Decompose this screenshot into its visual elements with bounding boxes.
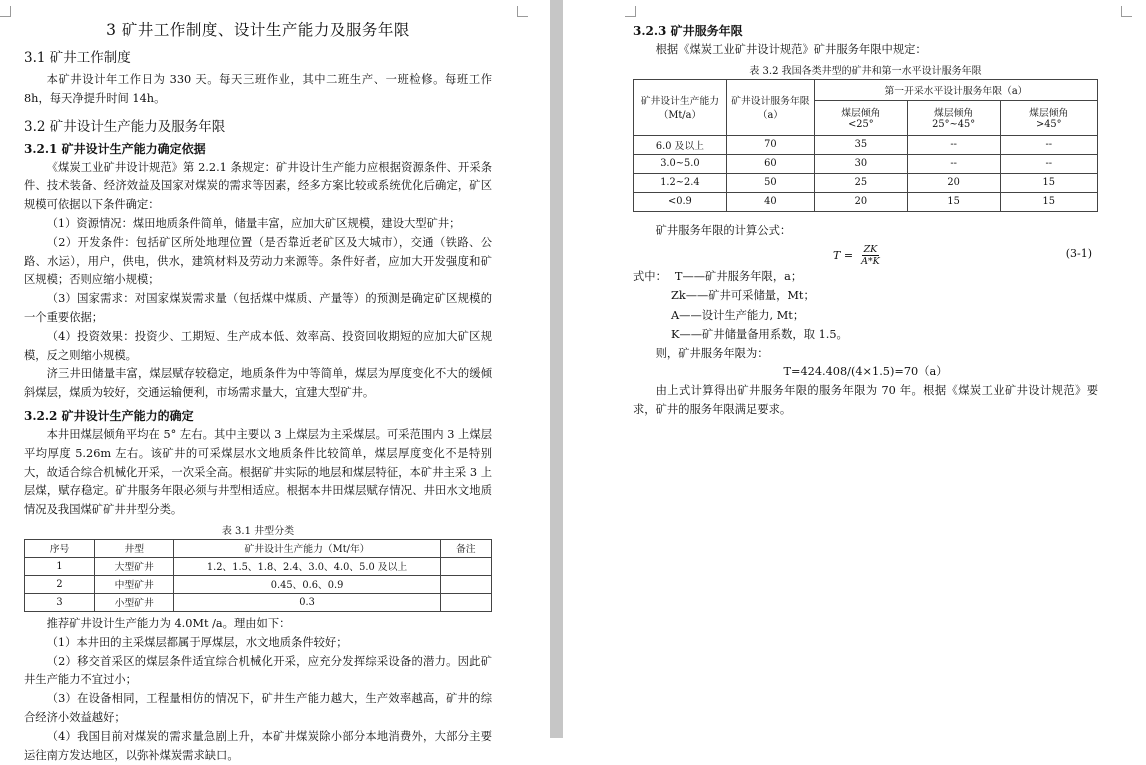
table-cell: 15 xyxy=(907,192,1000,211)
formula-denominator: A*K xyxy=(861,255,880,267)
table-row xyxy=(25,557,492,575)
table-row xyxy=(634,135,1098,154)
equation-number: (3-1) xyxy=(1065,246,1092,260)
table-cell: 15 xyxy=(1000,192,1097,211)
service-life-formula xyxy=(833,244,882,267)
result-equation: T=424.408/(4×1.5)=70（a） xyxy=(783,365,948,379)
document-page-right xyxy=(563,0,1146,738)
table-row xyxy=(634,154,1098,173)
paragraph: 矿井服务年限的计算公式： xyxy=(655,223,792,237)
table-cell: -- xyxy=(907,154,1000,173)
table-cell: 1 xyxy=(25,557,95,575)
subsection-heading: 3.2.3 矿井服务年限 xyxy=(633,24,743,38)
table-cell: 15 xyxy=(1000,173,1097,192)
table-cell: -- xyxy=(1000,135,1097,154)
table-row xyxy=(634,192,1098,211)
table-cell: -- xyxy=(1000,154,1097,173)
page-gap xyxy=(550,0,563,738)
dip-range: <25° xyxy=(848,119,874,131)
table-cell: 0.3 xyxy=(174,593,440,611)
definition-line: Zk——矿井可采储量，Mt； xyxy=(671,289,815,303)
table-header-cell: 矿井设计生产能力（Mt/年） xyxy=(174,539,440,557)
paragraph: （2）开发条件：包括矿区所处地理位置（是否靠近老矿区及大城市），交通（铁路、公路、水运），用户，供电，供水，建筑材料及劳动力来源等。条件好者，应加大开发强度和矿区规模；否则应缩小规模； xyxy=(24,235,492,287)
margin-corner-mark xyxy=(1121,6,1132,17)
table-cell: 1.2、1.5、1.8、2.4、3.0、4.0、5.0 及以上 xyxy=(174,557,440,575)
table-cell: 35 xyxy=(814,135,907,154)
paragraph: 本井田煤层倾角平均在 5° 左右。其中主要以 3 上煤层为主采煤层。可采范围内 3 上煤层平均厚度 5.26m 左右。该矿井的可采煤层水文地质条件比较简单，煤层厚度变化不是特别大，故适合综合机械化开采，一次采全高。根据矿井实际的地层和煤层特征，本矿井主采 3 上层煤，赋存稳定。矿井服务年限必须与井型相适应。根据本井田煤层赋存情况、井田水文地质情况及我国煤矿矿井井型分类。 xyxy=(24,427,492,517)
table-cell: 6.0 及以上 xyxy=(634,135,727,154)
table-header-cell: 序号 xyxy=(25,539,95,557)
table-cell: 中型矿井 xyxy=(95,575,174,593)
paragraph: 《煤炭工业矿井设计规范》第 2.2.1 条规定：矿井设计生产能力应根据资源条件、开采条件、技术装备、经济效益及国家对煤炭的需求等因素，经多方案比较或系统优化后确定，矿区规模可依据以下条件确定： xyxy=(24,160,492,212)
definition-line xyxy=(633,267,1098,287)
chapter-title: 3 矿井工作制度、设计生产能力及服务年限 xyxy=(106,21,410,39)
table-cell: 3.0~5.0 xyxy=(634,154,727,173)
table-cell: 小型矿井 xyxy=(95,593,174,611)
table-cell: 70 xyxy=(726,135,814,154)
table-header-cell: 矿井设计生产能力（Mt/a） xyxy=(634,79,727,135)
table-header-row xyxy=(634,79,1098,100)
paragraph: 推荐矿井设计生产能力为 4.0Mt /a。理由如下： xyxy=(46,616,291,630)
table-row xyxy=(634,173,1098,192)
table-cell: 30 xyxy=(814,154,907,173)
paragraph: （4）我国目前对煤炭的需求量急剧上升，本矿井煤炭除小部分本地消费外，大部分主要运往南方发达地区，以弥补煤炭需求缺口。 xyxy=(24,729,492,762)
table-cell: -- xyxy=(907,135,1000,154)
section-heading: 3.1 矿井工作制度 xyxy=(24,50,131,66)
dip-range: 25°~45° xyxy=(932,119,976,131)
paragraph: （2）移交首采区的煤层条件适宜综合机械化开采，应充分发挥综采设备的潜力。因此矿井生产能力不宜过小； xyxy=(24,654,492,687)
table-header-cell xyxy=(814,100,907,135)
formula-block xyxy=(633,241,1098,267)
table-header-cell: 备注 xyxy=(440,539,491,557)
table-header-row xyxy=(25,539,492,557)
table-cell: 3 xyxy=(25,593,95,611)
dip-label: 煤层倾角 xyxy=(934,108,974,120)
definition-line: A——设计生产能力, Mt； xyxy=(671,308,805,322)
section-heading: 3.2 矿井设计生产能力及服务年限 xyxy=(24,118,226,135)
table-row xyxy=(25,593,492,611)
paragraph: （3）国家需求：对国家煤炭需求量（包括煤中煤质、产量等）的预测是确定矿区规模的一个重要依据； xyxy=(24,292,492,324)
table-row xyxy=(25,575,492,593)
dip-label: 煤层倾角 xyxy=(1029,108,1069,120)
table-caption: 表 3.1 井型分类 xyxy=(221,525,295,537)
paragraph: （1）资源情况：煤田地质条件简单，储量丰富，应加大矿区规模，建设大型矿井； xyxy=(46,216,461,230)
subsection-heading: 3.2.1 矿井设计生产能力确定依据 xyxy=(24,141,206,156)
table-cell: 25 xyxy=(814,173,907,192)
table-cell: 1.2~2.4 xyxy=(634,173,727,192)
formula-lhs: T = xyxy=(833,248,854,262)
mine-type-table xyxy=(24,539,492,612)
table-cell: 2 xyxy=(25,575,95,593)
margin-corner-mark xyxy=(625,6,636,17)
table-cell: 40 xyxy=(726,192,814,211)
paragraph: 本矿井设计年工作日为 330 天。每天三班作业，其中二班生产、一班检修。每班工作 8h，每天净提升时间 14h。 xyxy=(24,73,492,105)
paragraph: 则，矿井服务年限为： xyxy=(655,346,769,360)
subsection-heading: 3.2.2 矿井设计生产能力的确定 xyxy=(24,408,194,423)
table-header-cell xyxy=(1000,100,1097,135)
table-header-cell: 井型 xyxy=(95,539,174,557)
table-cell xyxy=(440,575,491,593)
symbol-definitions xyxy=(633,267,1098,345)
table-header-cell: 矿井设计服务年限（a） xyxy=(726,79,814,135)
dip-label: 煤层倾角 xyxy=(841,108,881,120)
table-cell: 20 xyxy=(814,192,907,211)
table-cell xyxy=(440,593,491,611)
table-cell: <0.9 xyxy=(634,192,727,211)
document-page-left xyxy=(0,0,550,762)
table-cell: 20 xyxy=(907,173,1000,192)
table-cell: 60 xyxy=(726,154,814,173)
table-cell: 大型矿井 xyxy=(95,557,174,575)
formula-fraction xyxy=(859,244,882,267)
service-life-table xyxy=(633,79,1098,212)
definition-line: K——矿井储量备用系数，取 1.5。 xyxy=(671,328,848,342)
margin-corner-mark xyxy=(517,6,528,17)
paragraph: 济三井田储量丰富，煤层赋存较稳定，地质条件为中等简单，煤层为厚度变化不大的缓倾斜煤层，煤质为较好，交通运输便利，市场需求量大，宜建大型矿井。 xyxy=(24,367,492,400)
margin-corner-mark xyxy=(0,6,11,17)
definition-text: T——矿井服务年限，a； xyxy=(674,269,803,283)
dip-range: >45° xyxy=(1035,119,1062,131)
formula-numerator: ZK xyxy=(863,243,878,255)
table-cell: 50 xyxy=(726,173,814,192)
paragraph: 由上式计算得出矿井服务年限的服务年限为 70 年。根据《煤炭工业矿井设计规范》要求，矿井的服务年限满足要求。 xyxy=(633,384,1098,416)
table-cell: 0.45、0.6、0.9 xyxy=(174,575,440,593)
table-header-cell xyxy=(907,100,1000,135)
paragraph: （3）在设备相同，工程量相仿的情况下，矿井生产能力越大，生产效率越高，矿井的综合经济小效益越好； xyxy=(24,692,492,724)
paragraph: 根据《煤炭工业矿井设计规范》矿井服务年限中规定： xyxy=(655,43,927,56)
table-header-cell: 第一开采水平设计服务年限（a） xyxy=(814,79,1097,100)
paragraph: （4）投资效果：投资少、工期短、生产成本低、效率高、投资回收期短的应加大矿区规模，反之则缩小规模。 xyxy=(24,329,492,362)
table-cell xyxy=(440,557,491,575)
paragraph: （1）本井田的主采煤层都属于厚煤层，水文地质条件较好； xyxy=(46,635,348,649)
table-caption: 表 3.2 我国各类井型的矿井和第一水平设计服务年限 xyxy=(749,65,982,77)
definition-lead: 式中： xyxy=(633,269,667,283)
